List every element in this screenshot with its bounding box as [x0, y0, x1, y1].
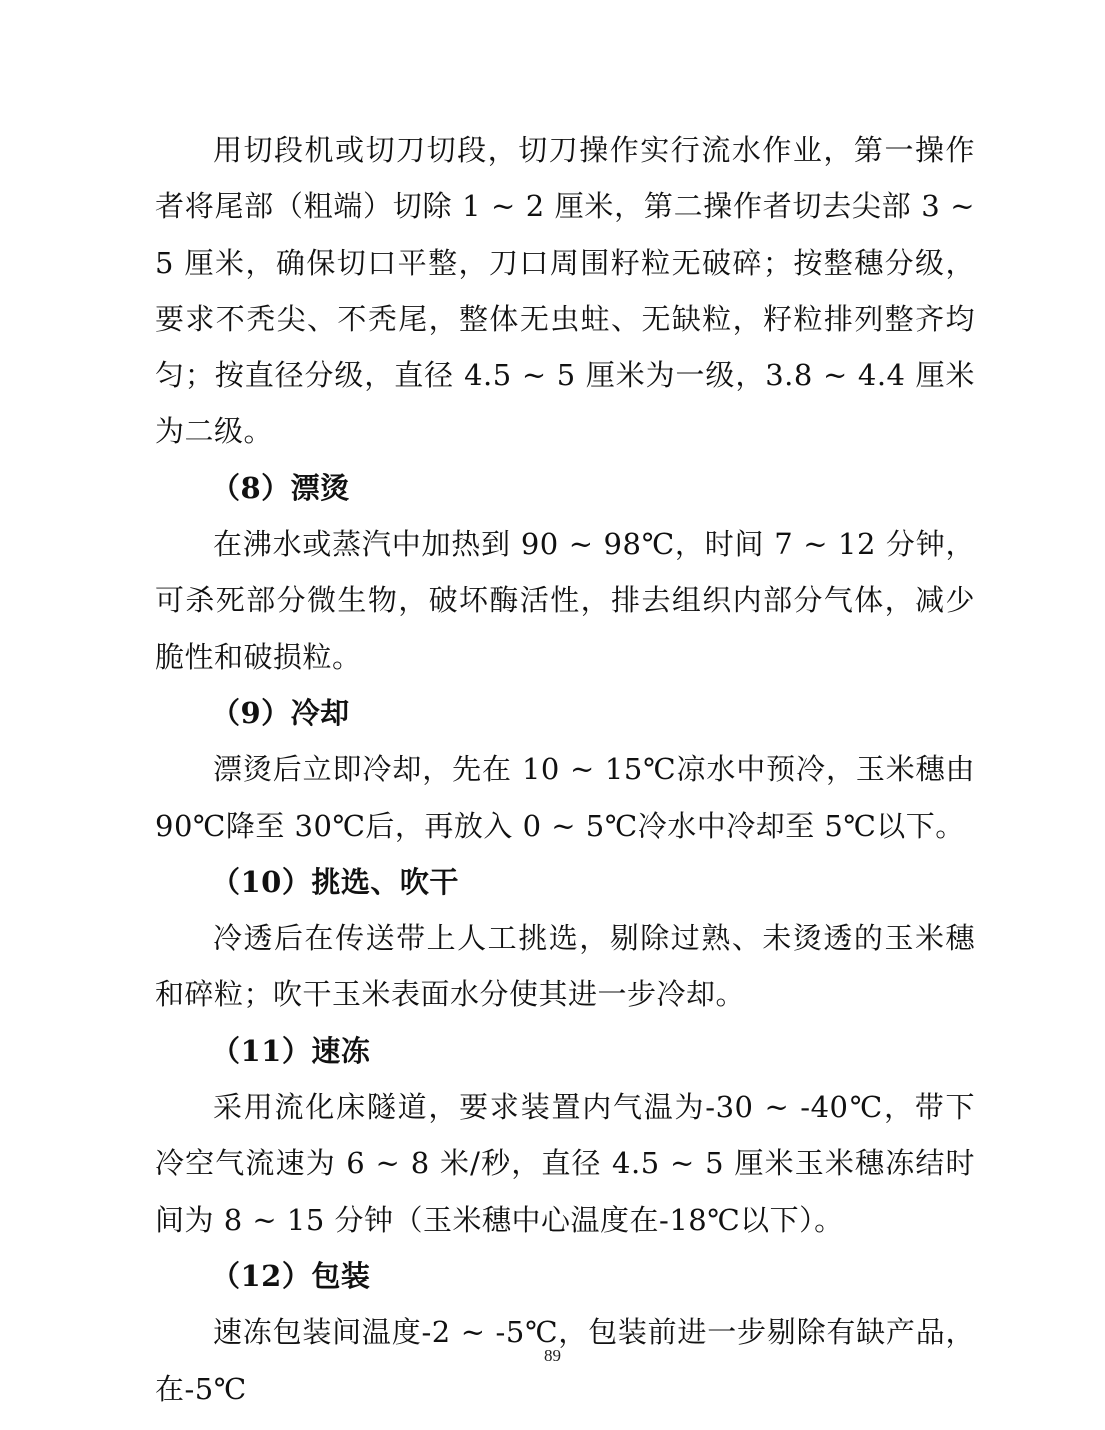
section-heading-sorting-drying: （10）挑选、吹干 — [211, 864, 459, 899]
paragraph-blanching: 在沸水或蒸汽中加热到 90 ~ 98℃，时间 7 ~ 12 分钟，可杀死部分微生物，破坏酶活性，排去组织内部分气体，减少脆性和破损粒。 — [155, 527, 975, 674]
section-heading-cooling: （9）冷却 — [211, 695, 350, 730]
paragraph-quick-freezing: 采用流化床隧道，要求装置内气温为-30 ~ -40℃，带下冷空气流速为 6 ~ 8 米/秒，直径 4.5 ~ 5 厘米玉米穗冻结时间为 8 ~ 15 分钟（玉米穗中心温度在-18℃以下）。 — [155, 1090, 975, 1237]
paragraph-cutting-grading: 用切段机或切刀切段，切刀操作实行流水作业，第一操作者将尾部（粗端）切除 1 ~ 2 厘米，第二操作者切去尖部 3 ~ 5 厘米，确保切口平整，刀口周围籽粒无破碎；按整穗分级，要求不秃尖、不秃尾，整体无虫蛀、无缺粒，籽粒排列整齐均匀；按直径分级，直径 4.5 ~ 5 厘米为一级，3.8 ~ 4.4 厘米为二级。 — [155, 133, 975, 449]
paragraph-cooling: 漂烫后立即冷却，先在 10 ~ 15℃凉水中预冷，玉米穗由 90℃降至 30℃后，再放入 0 ~ 5℃冷水中冷却至 5℃以下。 — [155, 752, 975, 843]
paragraph-sorting-drying: 冷透后在传送带上人工挑选，剔除过熟、未烫透的玉米穗和碎粒；吹干玉米表面水分使其进一步冷却。 — [155, 921, 975, 1012]
section-heading-packaging: （12）包装 — [211, 1258, 371, 1293]
page-number: 89 — [544, 1346, 561, 1365]
section-heading-quick-freezing: （11）速冻 — [211, 1033, 371, 1068]
section-heading-blanching: （8）漂烫 — [211, 470, 350, 505]
document-page-body — [155, 122, 975, 1417]
paragraph-packaging: 速冻包装间温度-2 ~ -5℃，包装前进一步剔除有缺产品，在-5℃ — [155, 1315, 975, 1406]
